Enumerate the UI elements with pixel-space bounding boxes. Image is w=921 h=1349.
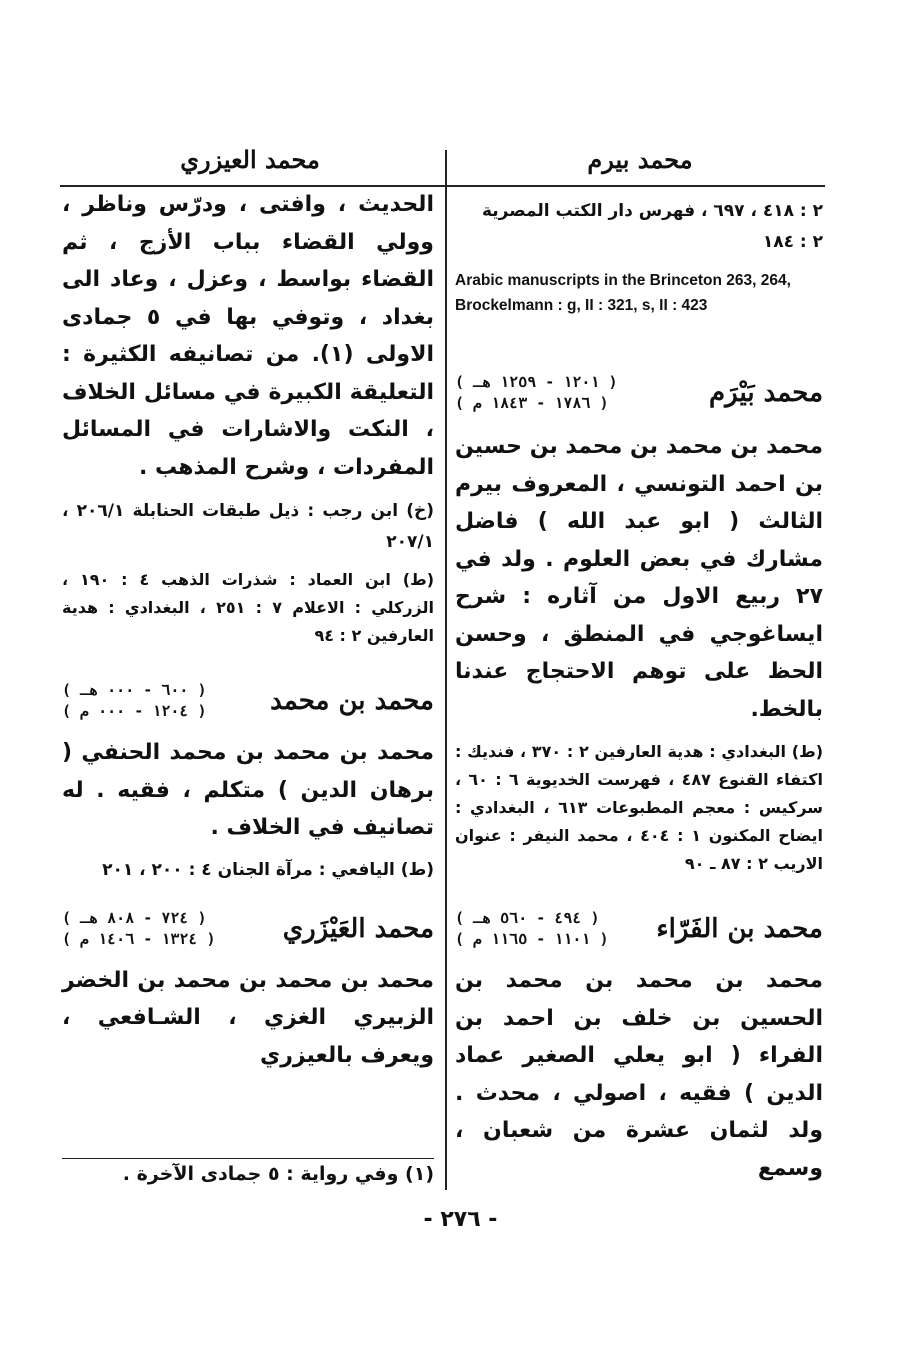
left-column (62, 186, 434, 1074)
dates-hijri: ( ١٢٠١ - ١٢٥٩ هـ ) (455, 373, 618, 391)
entry-references: (خ) ابن رجب : ذيل طبقات الحنابلة ٢٠٦/١ ، ٢٠٧/١ (62, 501, 434, 552)
dates-hijri: ( ٤٩٤ - ٥٦٠ هـ ) (455, 909, 600, 927)
entry-dates (62, 680, 207, 722)
running-header-right: محمد بيرم (587, 145, 693, 174)
continued-entry-body: الحديث ، وافتى ، ودرّس وناظر ، وولي القضاء بباب الأزج ، ثم القضاء بواسط ، وعزل ، وعاد الى بغداد ، وتوفي بها في ٥ جمادى الاولى (١). من تصانيفه الكثيرة : التعليقة الكبيرة في مسائل الخلاف ، النكت والاشارات في المسائل المفردات ، وشرح المذهب . (62, 192, 434, 480)
footnote-rule (62, 1158, 434, 1159)
entry-name: محمد بن الفَرّاء (656, 914, 823, 944)
entry-body: محمد بن محمد بن محمد بن حسين بن احمد التونسي ، المعروف بيرم الثالث ( ابو عبد الله ) فاضل مشارك في بعض العلوم . ولد في ٢٧ ربيع الاول من آثاره : شرح ايساغوجي في المنطق ، وحسن الحظ على توهم الاحتجاج عندنا بالخط. (455, 434, 823, 722)
entry-heading (62, 908, 434, 950)
entry-references: (ط) اليافعي : مرآة الجنان ٤ : ٢٠٠ ، ٢٠١ (102, 859, 434, 880)
latin-reference: Arabic manuscripts in the Brinceton 263, 264, Brockelmann : g, II : 321, s, II : 423 (455, 272, 791, 314)
entry-dates (62, 908, 216, 950)
ref-line: ٢ : ١٨٤ (762, 232, 823, 252)
entry-name: محمد العَيْزَري (282, 913, 434, 944)
dates-gregorian: ( ١١٠١ - ١١٦٥ م ) (455, 930, 609, 948)
entry-body: محمد بن محمد بن محمد بن الخضر الزبيري الغزي ، الشـافعي ، ويعرف بالعيزري (62, 967, 434, 1068)
dates-gregorian: ( ١٢٠٤ - ٠٠٠ م ) (62, 702, 207, 720)
right-column (455, 196, 823, 1187)
column-divider (445, 150, 447, 1190)
dates-hijri: ( ٦٠٠ - ٠٠٠ هـ ) (62, 681, 207, 699)
running-header-left: محمد العيزري (180, 145, 320, 174)
entry-dates (455, 372, 618, 414)
dates-gregorian: ( ١٣٢٤ - ١٤٠٦ م ) (62, 929, 216, 948)
entry-references: (ط) البغدادي : هدية العارفين ٢ : ٣٧٠ ، فنديك : اكتفاء القنوع ٤٨٧ ، فهرست الخديوية ٦ : ٦٠ ، سركيس : معجم المطبوعات ٦١٣ ، البغدادي : ايضاح المكنون ١ : ٤٠٤ ، محمد النيفر : عنوان الاريب ٢ : ٨٧ ـ ٩٠ (455, 742, 824, 873)
entry-dates (455, 908, 609, 950)
page-number: - ٢٧٦ - (423, 1207, 498, 1232)
entry-heading (455, 372, 823, 414)
ref-line: ٢ : ٤١٨ ، ٦٩٧ ، فهرس دار الكتب المصرية (481, 201, 823, 221)
dates-gregorian: ( ١٧٨٦ - ١٨٤٣ م ) (455, 394, 609, 412)
entry-name: محمد بن محمد (270, 686, 434, 716)
entry-body: محمد بن محمد بن محمد الحنفي ( برهان الدين ) متكلم ، فقيه . له تصانيف في الخلاف . (62, 740, 434, 840)
entry-heading (455, 908, 823, 950)
entry-heading (62, 680, 434, 722)
footnote: (١) وفي رواية : ٥ جمادى الآخرة . (122, 1163, 434, 1185)
entry-body: محمد بن محمد بن محمد بن الحسين بن خلف بن احمد بن الفراء ( ابو يعلي الصغير عماد الدين ) فقيه ، اصولي ، محدث . ولد لثمان عشرة من شعبان ، وسمع (455, 968, 823, 1181)
entry-name: محمد بَيْرَم (709, 378, 823, 408)
entry-references: (ط) ابن العماد : شذرات الذهب ٤ : ١٩٠ ، الزركلي : الاعلام ٧ : ٢٥١ ، البغدادي : هدية العارفين ٢ : ٩٤ (62, 570, 435, 645)
dates-hijri: ( ٧٢٤ - ٨٠٨ هـ ) (62, 908, 207, 927)
